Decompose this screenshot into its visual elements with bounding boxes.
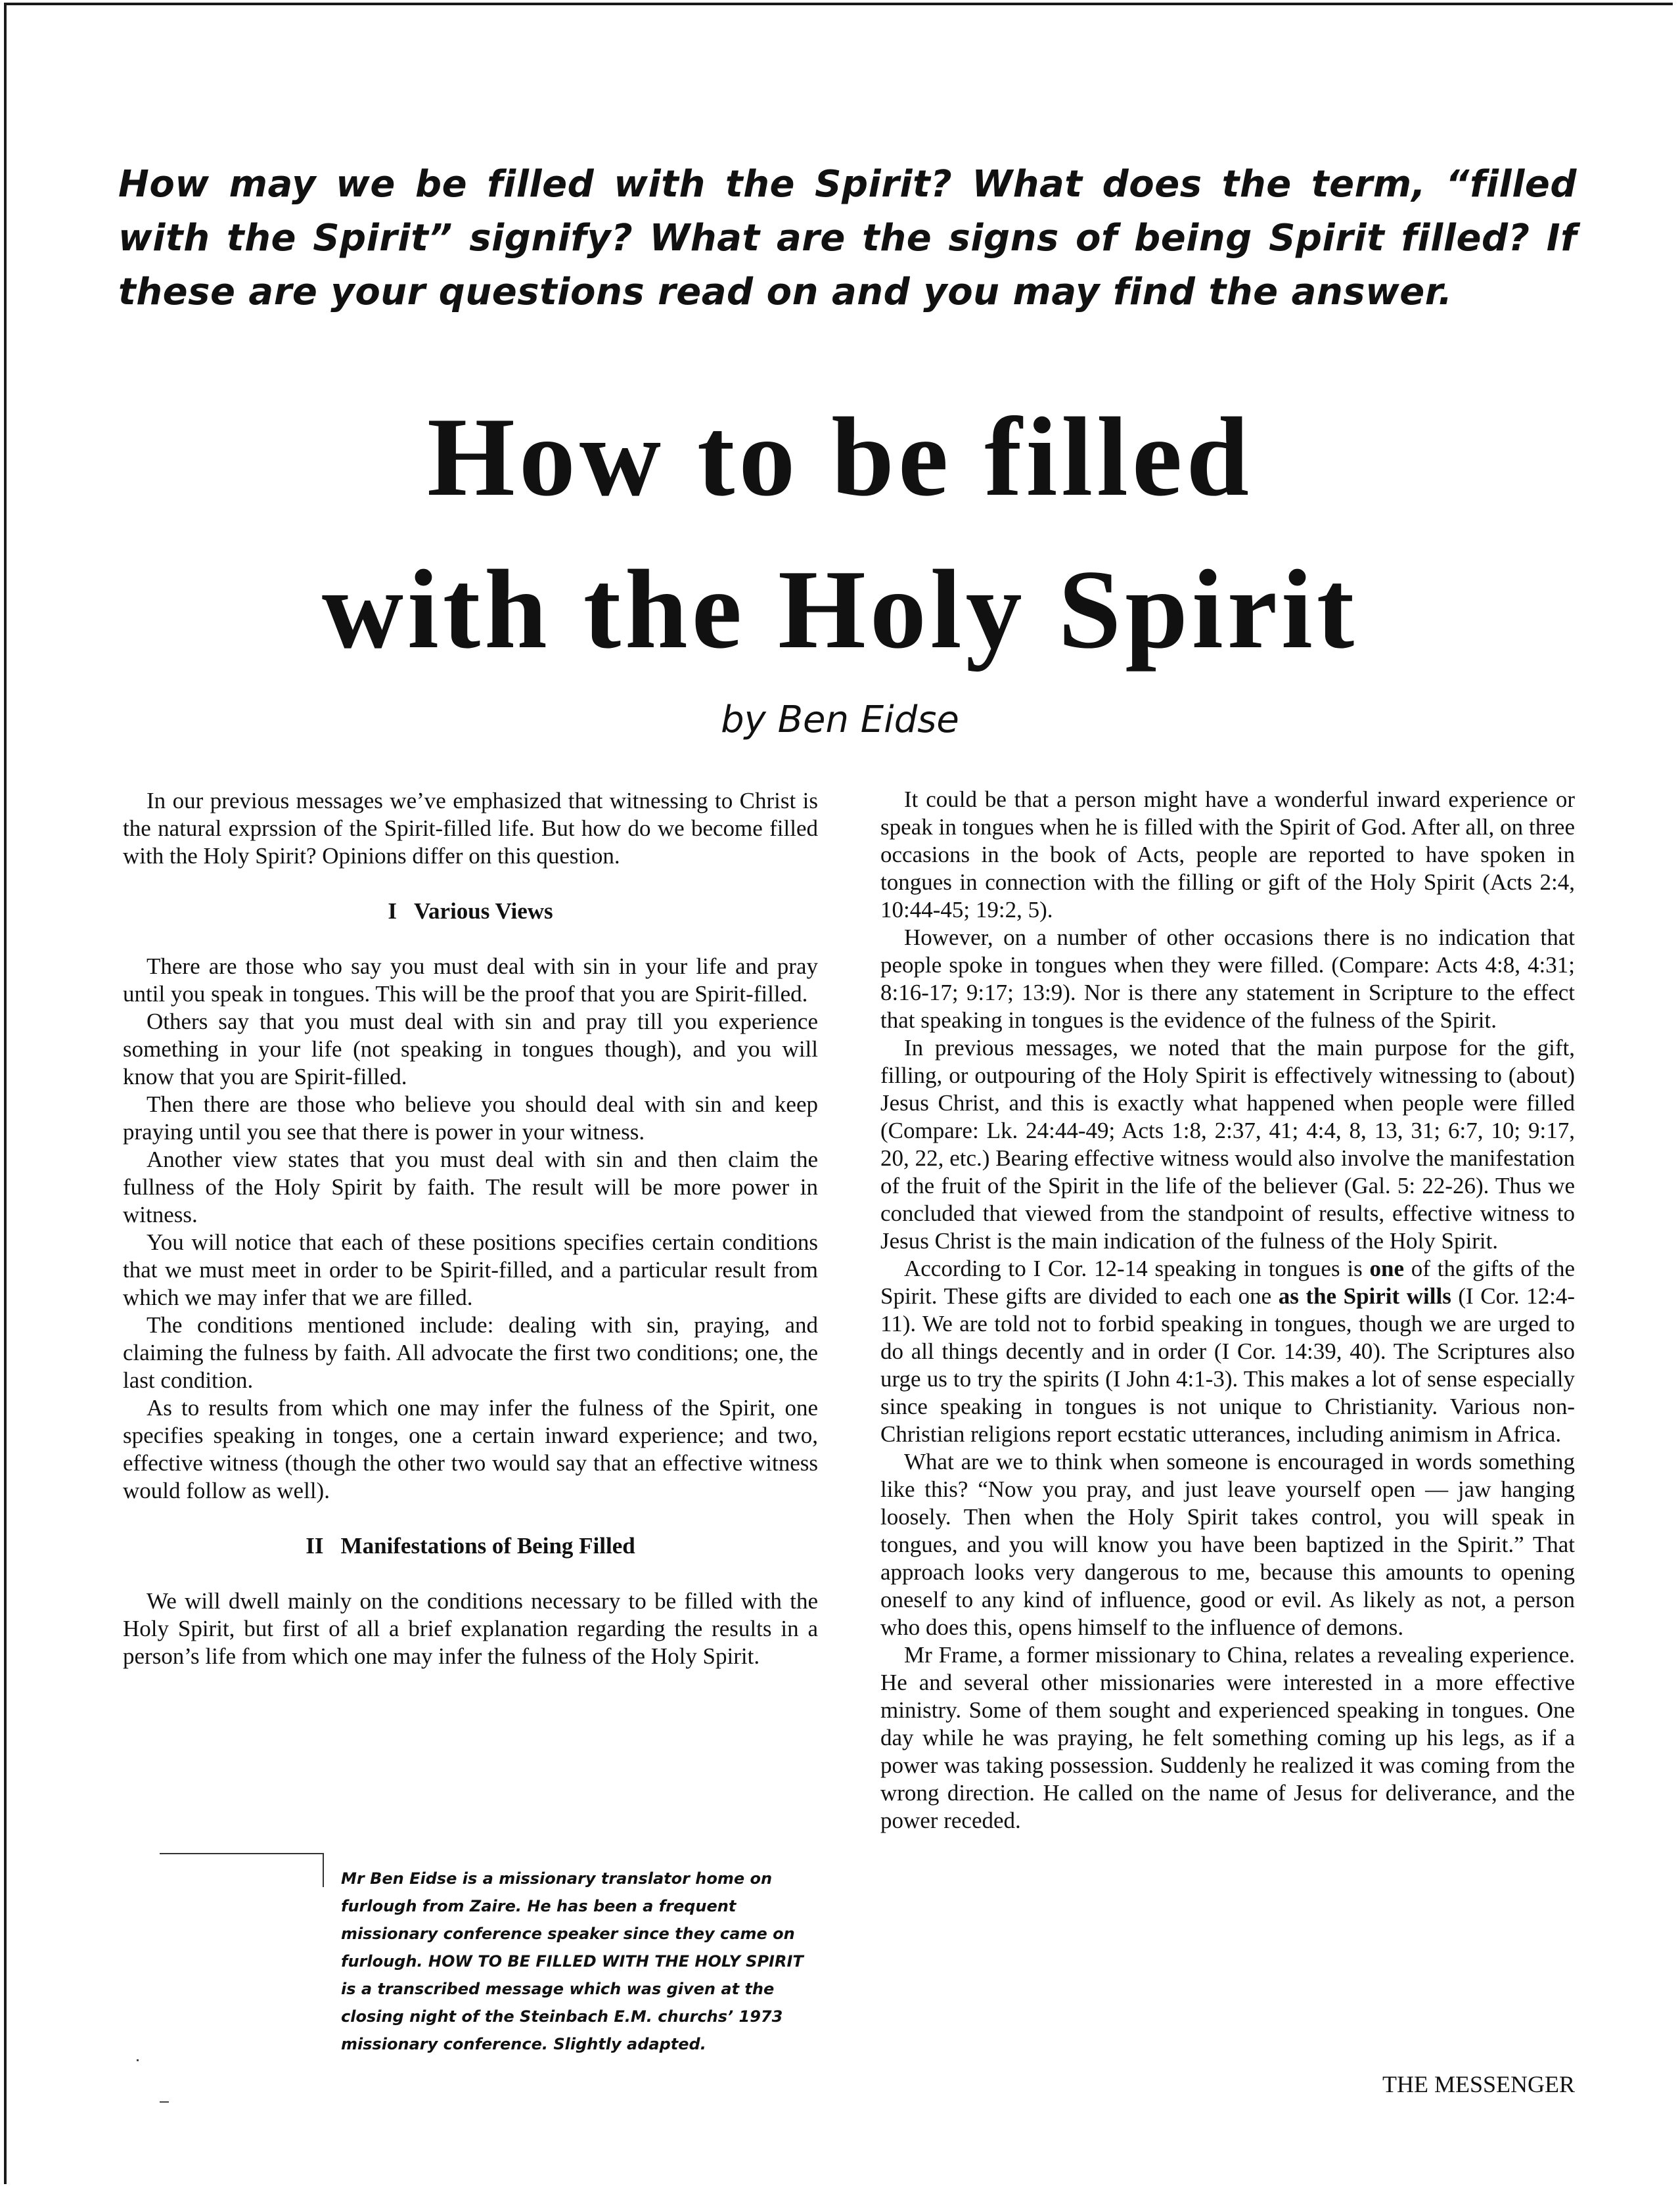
paragraph: The conditions mentioned include: dealing with sin, praying, and claiming the fulness by faith. All advocate the first two conditions; one, the last condition. [123,1312,818,1393]
section-number: I [388,898,397,924]
byline: by Ben Eidse [721,698,959,741]
author-note-rule [160,1853,324,1854]
paragraph: We will dwell mainly on the conditions necessary to be filled with the Holy Spirit, but first of all a brief explanation regarding the results in a person’s life from which one may infer the fulness of the Holy Spirit. [123,1588,818,1669]
paragraph: There are those who say you must deal with sin in your life and pray until you speak in tongues. This will be the proof that you are Spirit-filled. [123,953,818,1007]
print-speck [137,2059,139,2061]
article-title [0,381,1680,686]
paragraph: Mr Frame, a former missionary to China, relates a revealing experience. He and several other missionaries were interested in a more effective ministry. Some of them sought and experienced speaking in tongues. One day while he was praying, he felt something coming up his legs, as if a power was taking possession. Suddenly he realized it was coming from the wrong direction. He called on the name of Jesus for deliverance, and the power receded. [880,1642,1575,1833]
intro-deck: How may we be filled with the Spirit? What does the term, “filled with the Spirit” signify? What are the signs of being Spirit filled? If these are your questions read on and you may find the answer. [118,163,1577,313]
author-note-rule-vertical [323,1853,324,1887]
section-number: II [306,1533,324,1559]
footer-publication-name: THE MESSENGER [1382,2071,1575,2097]
print-speck [160,2101,169,2103]
text-run: (I Cor. 12:4-11). We are told not to forbid speaking in tongues, though we are urged to do all things decently and in order (I Cor. 14:39, 40). The Scriptures also urge us to try the spirits (I John 4:1-3). This makes a lot of sense especially since speaking in tongues is not unique to Christianity. Various non-Christian religions report ecstatic utterances, including animism in Africa. [880,1283,1576,1447]
paragraph: In our previous messages we’ve emphasized that witnessing to Christ is the natural exprssion of the Spirit-filled life. But how do we become filled with the Holy Spirit? Opinions differ on this question. [123,788,818,869]
paragraph: As to results from which one may infer the fulness of the Spirit, one specifies speaking in tonges, one a certain inward experience; and two, effective witness (though the other two would say that an effective witness would follow as well). [123,1395,818,1503]
paragraph: It could be that a person might have a wonderful inward experience or speak in tongues when he is filled with the Spirit of God. After all, on three occasions in the book of Acts, people are reported to have spoken in tongues in connection with the filling or gift of the Holy Spirit (Acts 2:4, 10:44-45; 19:2, 5). [880,787,1575,923]
article-title-line-1: How to be filled [427,395,1253,520]
paragraph: Another view states that you must deal with sin and then claim the fullness of the Holy Spirit by faith. The result will be more power in witness. [123,1147,818,1227]
article-title-line-2: with the Holy Spirit [321,547,1359,672]
author-note: Mr Ben Eidse is a missionary translator home on furlough from Zaire. He has been a frequent missionary conference speaker since they came on furlough. HOW TO BE FILLED WITH THE HOLY SPIRIT is a transcribed message which was given at the closing night of the Steinbach E.M. churchs’ 1973 missionary conference. Slightly adapted. [341,1869,804,2053]
paragraph: You will notice that each of these positions specifies certain conditions that we must meet in order to be Spirit-filled, and a particular result from which we may infer that we are filled. [123,1229,818,1310]
section-heading-text: Manifestations of Being Filled [340,1533,635,1559]
paragraph: What are we to think when someone is encouraged in words something like this? “Now you pray, and just leave yourself open — jaw hanging loosely. Then when the Holy Spirit takes control, you will speak in tongues, and you will know you have been baptized in the Spirit.” That approach looks very dangerous to me, because this amounts to opening oneself to any kind of influence, good or evil. As likely as not, a person who does this, opens himself to the influence of demons. [880,1449,1575,1640]
emphasis-spirit-wills: as the Spirit wills [1278,1283,1451,1309]
paragraph: However, on a number of other occasions there is no indication that people spoke in tongues when they were filled. (Compare: Acts 4:8, 4:31; 8:16-17; 9:17; 13:9). Nor is there any statement in Scripture to the effect that speaking in tongues is the evidence of the fulness of the Spirit. [880,925,1575,1033]
paragraph: Then there are those who believe you should deal with sin and keep praying until you see that there is power in your witness. [123,1091,818,1145]
section-heading-manifestations [123,1532,818,1560]
emphasis-one: one [1369,1256,1405,1281]
paragraph: Others say that you must deal with sin and pray till you experience something in your life (not speaking in tongues though), and you will know that you are Spirit-filled. [123,1009,818,1089]
section-heading-various-views [123,898,818,925]
text-run: According to I Cor. 12-14 speaking in tongues is [904,1256,1370,1281]
left-column [123,787,818,1670]
right-column [880,786,1575,1835]
text-run: of the gifts of the Spirit. These gifts are divided to each one [880,1256,1575,1309]
paragraph: In previous messages, we noted that the main purpose for the gift, filling, or outpouring of the Holy Spirit is effectively witnessing to (about) Jesus Christ, and this is exactly what happened when people were filled (Compare: Lk. 24:44-49; Acts 1:8, 2:37, 41; 4:4, 8, 13, 31; 6:7, 10; 9:17, 20, 22, etc.) Bearing effective witness would also involve the manifestation of the fruit of the Spirit in the life of the believer (Gal. 5: 22-26). Thus we concluded that viewed from the standpoint of results, effective witness to Jesus Christ is the main indication of the fulness of the Holy Spirit. [880,1035,1575,1254]
paragraph [880,1255,1575,1448]
section-heading-text: Various Views [413,898,553,924]
